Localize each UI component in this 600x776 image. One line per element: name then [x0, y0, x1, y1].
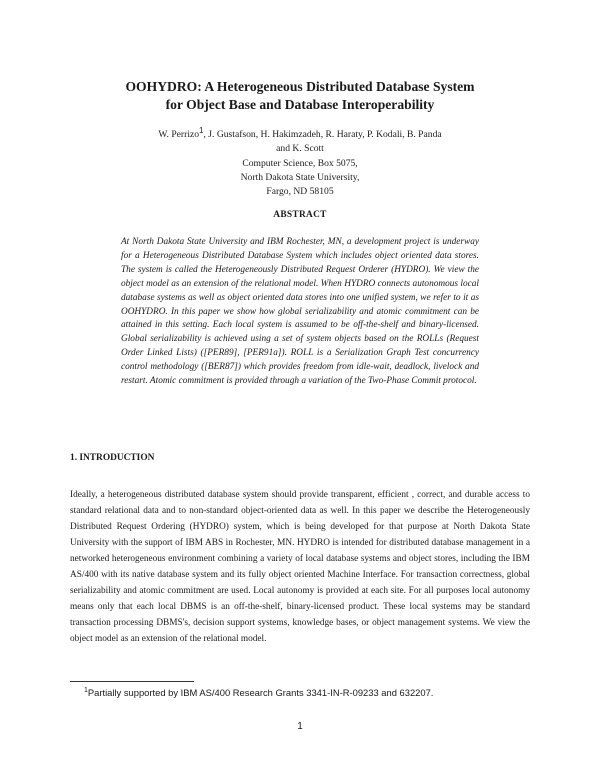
- first-author: W. Perrizo: [158, 129, 200, 141]
- introduction-paragraph: Ideally, a heterogeneous distributed database system should provide transparent, efficient , correct, and durable access to standard relational data and to non-standard object-oriented data as well. In this paper we describe the Heterogeneously Distributed Request Ordering (HYDRO) system, which is being developed for that purpose at North Dakota State University with the support of IBM ABS in Rochester, MN. HYDRO is intended for distributed database management in a networked heterogeneous environment combining a variety of local database systems and object stores, including the IBM AS/400 with its native database system and its fully object oriented Machine Interface. For transaction correctness, global serializability and atomic commitment are used. Local autonomy is provided at each site. For all purposes local autonomy means only that each local DBMS is an off-the-shelf, binary-licensed product. These local systems may be standard transaction processing DBMS's, decision support systems, knowledge bases, or object management systems. We view the object model as an extension of the relational model.: [70, 490, 530, 644]
- affiliation-line-1: Computer Science, Box 5075,: [242, 157, 358, 169]
- footnote: [84, 684, 524, 700]
- paper-title: [0, 78, 600, 114]
- author-line-2: and K. Scott: [276, 143, 324, 155]
- co-authors: , J. Gustafson, H. Hakimzadeh, R. Haraty, P. Kodali, B. Panda: [203, 129, 442, 141]
- affiliation-line-3: Fargo, ND 58105: [266, 186, 334, 198]
- author-block: [0, 124, 600, 200]
- author-line-1: [0, 124, 600, 142]
- title-line-1: OOHYDRO: A Heterogeneous Distributed Database System: [125, 79, 475, 94]
- abstract-heading: ABSTRACT: [273, 210, 327, 220]
- footnote-divider: [70, 681, 194, 682]
- footnote-text: Partially supported by IBM AS/400 Research Grants 3341-IN-R-09233 and 632207.: [87, 687, 434, 699]
- affiliation-line-2: North Dakota State University,: [240, 172, 360, 184]
- footnote-reference: 1: [199, 126, 204, 135]
- title-line-2: for Object Base and Database Interoperability: [165, 97, 435, 112]
- introduction-heading: 1. INTRODUCTION: [70, 453, 155, 463]
- page-number: 1: [297, 721, 303, 732]
- abstract-text: At North Dakota State University and IBM Rochester, MN, a development project is underway for a Heterogeneous Distributed Database System which includes object oriented data stores. The system is called the Heterogeneously Distributed Request Orderer (HYDRO). We view the object model as an extension of the relational model. When HYDRO connects autonomous local database systems as well as object oriented data stores into one unified system, we refer to it as OOHYDRO. In this paper we show how global serializability and atomic commitment can be attained in this setting. Each local system is assumed to be off-the-shelf and binary-licensed. Global serializability is achieved using a set of system objects based on the ROLLs (Request Order Linked Lists) ([PER89], [PER91a]). ROLL is a Serialization Graph Test concurrency control methodology ([BER87]) which provides freedom from idle-wait, deadlock, livelock and restart. Atomic commitment is provided through a variation of the Two-Phase Commit protocol.: [121, 237, 479, 387]
- footnote-mark: 1: [84, 687, 88, 694]
